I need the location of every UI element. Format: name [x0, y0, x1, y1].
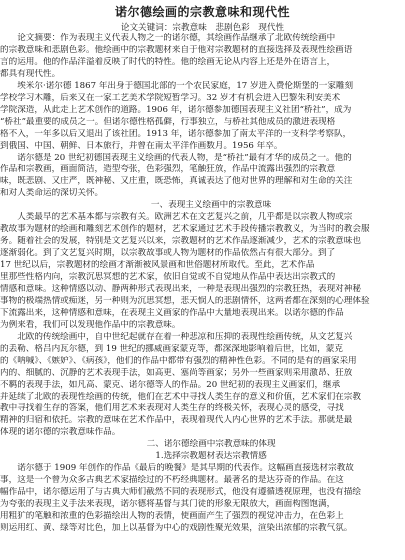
body-line: 人类最早的艺术基本都与宗教有关。欧洲艺术在文艺复兴之前，几乎都是以宗教人物或宗 — [0, 212, 353, 223]
body-line: 的《呐喊》、《嫉妒》、《病孩》，他们的作品中都带有强烈的精神性色彩。不同的是有的画家采用 — [0, 355, 357, 366]
body-line: 1.选择宗教题材表达宗教情感 — [138, 451, 267, 462]
body-line: 内的、细腻的、沉静的艺术表现手法，如高更、塞尚等画家；另外一些画家则采用激昂、狂放 — [0, 367, 353, 378]
body-line: 不羁的表现手法，如凡高、蒙克、诺尔德等人的作品。20 世纪初的表现主义画家们，继承 — [0, 379, 341, 390]
body-line: 事，这是一个曾为众多古典艺术家描绘过的不朽经典题材。最著名的是达芬奇的作品。在这 — [0, 475, 344, 486]
body-line: 言的运用。他的作品洋溢着反映了时代的特性。他的绘画无论从内容上还是外在语言上， — [0, 56, 336, 67]
body-line: 用粗犷的笔触和浓重的色彩描绘出人物的表情，使画面产生了强烈的视觉冲击力，在色彩上 — [0, 511, 344, 521]
body-line: 教故事为题材的绘画和雕刻艺术创作的题材，艺术家通过艺术手段传播宗教教义，为当时的教会服 — [0, 224, 370, 235]
body-line: 二、诺尔德绘画中宗教意味的体现 — [129, 439, 276, 450]
body-line: 味，既悲剧、又庄严，既神秘、又庄重，既恐怖，真诚表达了他对世界的理解和对生命的关注 — [0, 176, 353, 187]
body-line: 格不入，一年多以后又退出了该社团。1913 年，诺尔德参加了南太平洋的一支科学考察队， — [0, 128, 352, 139]
body-line: 学校学习木雕，后来又在一家工艺美术学院短暂学习。32 岁才有机会进入巴黎朱利安美术 — [0, 92, 341, 103]
body-line: 诺尔德于 1909 年创作的作品《最后的晚餐》是其早期的代表作。这幅画直接选材宗教故 — [0, 463, 354, 474]
body-line: 里那些性格内向，宗教沉思冥想的艺术家，依旧自觉或不自觉地从作品中表达出宗教式的 — [0, 272, 336, 282]
body-line: 和对人类命运的深切关怀。 — [0, 188, 104, 199]
body-line: 的丢勒、格吕内瓦尔德，到 19 世纪的挪威画家蒙克等，都深深地影响着后世，比如，蒙克 — [0, 343, 343, 354]
body-line: 下流露出来，这种情感和意味，在表现主义画家的作品中大量地表现出来。以诺尔德的作品 — [0, 307, 344, 318]
body-line: 埃米尔·诺尔德 1867 年出身于德国北部的一个农民家庭，17 岁进入费伦斯堡的一家雕刻 — [0, 80, 354, 91]
body-line: 都具有现代性。 — [0, 68, 61, 79]
body-line: 为夸张的表现主义手法来表现，诺尔德将基督与其门徒的形象无限放大，画面构图饱满， — [0, 499, 336, 509]
body-line: 诺尔德是 20 世纪初德国表现主义绘画的代表人物，是“桥社”最有才华的成员之一。他的 — [0, 152, 352, 163]
body-line: 论文摘要：作为表现主义代表人物之一的诺尔德，其绘画作品继承了北欧传统绘画中 — [0, 33, 336, 43]
body-line: 逐渐弱化。到了文艺复兴时期，以宗教故事或人物为题材的作品依然占有很大部分。到了 — [0, 248, 336, 259]
body-line: 17 世纪以后，宗教题材的绘画才渐渐被风景画和世俗题材所取代。至此，艺术作品 — [0, 260, 315, 270]
body-line: 北欧的传统绘画中，自中世纪起就存在着一种悲凉和压抑的表现性绘画传统，从文艺复兴 — [0, 331, 353, 342]
body-line: 并延续了北欧的表现性绘画的传统，他们在艺术中寻找人类生存的意义和价值，艺术家们在宗教 — [0, 391, 361, 402]
body-line: 事物的极端热情或痴迷，另一种则为沉思冥想，悲天悯人的悲剧情怀，这两者都在深刻的心理体验 — [0, 295, 370, 306]
body-line: 务。随着社会的发展，特别是文艺复兴以来，宗教题材的艺术作品逐渐减少，艺术的宗教意味也 — [0, 236, 361, 247]
body-line: 教中寻找着生存的答案，他们用艺术来表现对人类生存的终极关怀，表现心灵的感受，寻找 — [0, 403, 344, 414]
body-line: 幅作品中，诺尔德运用了与古典大师们截然不同的表现形式，他没有遵循透视原理，也没有描绘 — [0, 487, 361, 498]
body-line: “桥社”最重要的成员之一。但诺尔德性格孤僻，行事独立，与桥社其他成员的激进表现格 — [0, 116, 336, 127]
body-line: 为例来看，我们可以发现他作品中的宗教意味。 — [0, 319, 181, 330]
body-line: 体现的诺尔德的宗教意味作品。 — [0, 427, 121, 438]
body-line: 情感和意味。这种情感以动、静两种形式表现出来，一种是表现出强烈的宗教狂热，表现对神秘 — [0, 283, 361, 294]
keywords-line: 论文关键词：宗教意味 悲剧色彩 现代性 — [120, 23, 285, 33]
body-line: 一、表现主义绘画中的宗教意味 — [133, 200, 272, 211]
body-line: 则运用红、黄、绿等对比色，加上以基督为中心的戏剧性聚光效果，渲染出浓郁的宗教气氛。 — [0, 523, 353, 533]
body-line: 到俄国、中国、朝鲜、日本旅行，并曾在南太平洋作画数月。1956 年卒。 — [0, 140, 283, 151]
body-line: 作品和宗教画，画面简洁，造型夸张，色彩强烈，笔触狂放，作品中流露出强烈的宗教意 — [0, 164, 336, 175]
body-line: 的宗教意味和悲剧色彩。他绘画中的宗教题材来自于他对宗教题材的直接选择及表现性绘画语 — [0, 45, 353, 55]
document-title: 诺尔德绘画的宗教意味和现代性 — [114, 5, 290, 19]
body-line: 精神的归宿和依托。宗教的意味在艺术作品中，表现着现代人内心世界的艺术手法。那就是最 — [0, 415, 353, 426]
body-line: 学院深造，从此走上艺术创作的道路。1906 年，诺尔德参加德国表现主义社团“桥社”，成为 — [0, 104, 352, 115]
